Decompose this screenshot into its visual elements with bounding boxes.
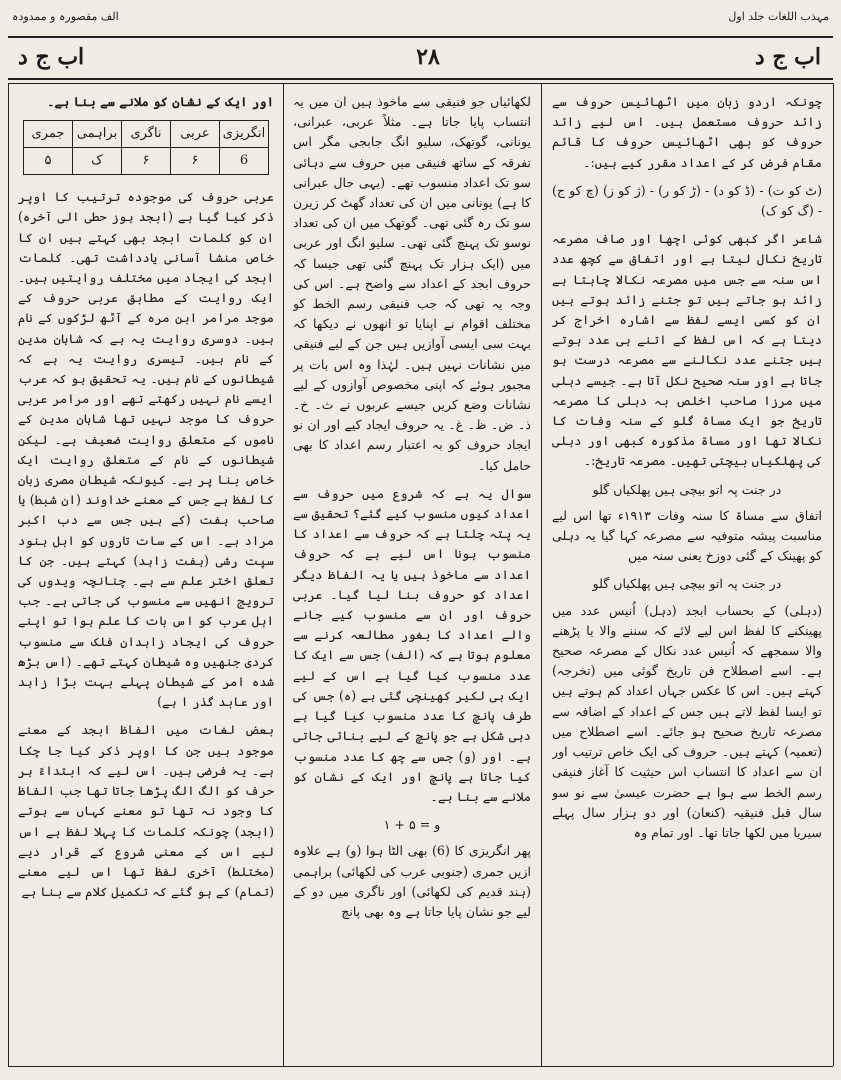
paragraph: بعض لغات میں الفاظ ابجد کے معنے موجود ہیں جن کا اوپر ذکر کیا جا چکا ہے۔ یہ فرضی ہیں۔ اس لیے کہ ابتداءً ہر حرف کو الگ الگ پڑھا جاتا تھا جب الفاظ کا وجود نہ تھا تو معنے کہاں سے ہوتے (ابجد) چونکہ کلمات کا پہلا لفظ ہے اس لیے اس کے معنی شروع کے قرار دیے (مختلط) آخری لفظ تھا اس لیے معنے (تمام) کے ہو گئے کہ تکمیل کلام سے بنا ہے (18, 722, 274, 900)
table-header-cell: براہمی (73, 121, 122, 148)
paragraph: (دہلی) کے بحساب ابجد (دہل) اُنیس عدد میں پھینکنے کا لفظ اس لیے لائے کہ سننے والا یا پڑھنے والا سمجھے کہ اُنیس عدد نکال کے مصرعہ صحیح ہے۔ اسے اصطلاح فن تاریخ گوئی میں (تخرجہ) کہتے ہیں۔ اس کا عکس جہاں اعداد کم ہوتے ہیں تو ایسا لفظ لاتے ہیں جس کے اعداد کے اضافہ سے مصرعہ تاریخ صحیح ہو جائے۔ اسے اصطلاح میں (تعمیہ) کہتے ہیں۔ حروف کی ایک خاص ترتیب اور ان سے اعداد کا انتساب اس حیثیت کا آغاز فنیقی رسم الخط سے ہوا ہے حضرت عیسیٰ سے نو سو سال قبل فنیقیہ (کنعان) اور دو ہزار سال پہلے سیریا میں لکھا جاتا تھا۔ اور تمام وہ (552, 602, 822, 840)
column-middle (293, 92, 531, 1058)
left-border (8, 83, 9, 1066)
table-header-cell: جمری (24, 121, 73, 148)
table-row (24, 148, 269, 175)
table-header-cell: ناگری (122, 121, 171, 148)
paragraph: پھر انگریزی کا (6) بھی الٹا ہوا (و) ہے علاوہ ازیں جمری (جنوبی عرب کی لکھائی) براہمی (ہند قدیم کی لکھائی) اور ناگری میں دو کے لیے جو نشان پایا جاتا ہے وہ بھی پانچ (293, 843, 531, 919)
paragraph: شاعر اگر کبھی کوئی اچھا اور صاف مصرعہ تاریخ نکال لیتا ہے اور اتفاق سے کچھ عدد اس سنہ سے جس میں مصرعہ نکالا چاہتا ہے زائد ہو جاتے ہیں تو جتنے زائد ہوتے ہیں ان کو کسی ایسے لفظ سے اشارہ اخراج کر دیتا ہے کہ اس لفظ کے اتنے ہی عدد ہوتے ہیں جتنے عدد نکالنے سے مصرعہ درست ہو جاتا ہے اور سنہ صحیح نکل آتا ہے۔ جیسے دہلی میں مرزا صاحب اخلص بہ دہلی کا مصرعہ تاریخ جو ایک مساۃ گلو کے سنہ وفات کا نکالا تھا اور مساۃ مذکورہ کبھی اور دہلی کی پھلکیاں بیچتی تھیں۔ مصرعہ تاریخ:۔ (552, 231, 822, 469)
table-cell: ک (73, 148, 122, 175)
running-head-left: الف مقصورہ و ممدودہ (12, 10, 119, 23)
table-cell: ۶ (122, 148, 171, 175)
table-cell: ۵ (24, 148, 73, 175)
numeral-table (23, 120, 269, 175)
paragraph: (ٹ کو ت) - (ڈ کو د) - (ڑ کو ر) - (ژ کو ز) (چ کو ج) - (گ کو ک) (552, 182, 822, 219)
paragraph: چونکہ اردو زبان میں اٹھائیس حروف سے زائد حروف مستعمل ہیں۔ اس لیے زائد حروف کو بھی اٹھائیس حروف کا قائم مقام فرض کر کے اعداد مقرر کیے ہیں:۔ (552, 94, 822, 170)
top-rule (8, 83, 833, 84)
running-head (0, 6, 841, 28)
verse-line: در جنت پہ اتو بیچی ہیں پھلکیاں گلو (592, 576, 782, 592)
table-header-cell: انگریزی (220, 121, 269, 148)
headword-left: اب ج د (18, 44, 85, 70)
column-rule-left (283, 83, 284, 1066)
table-header-row (24, 121, 269, 148)
verse-line: در جنت پہ اتو بیچی ہیں پھلکیاں گلو (592, 481, 782, 497)
paragraph: اور ایک کے نشان کو ملانے سے بنا ہے۔ (47, 94, 274, 109)
header-bar (8, 36, 833, 80)
running-head-right: مہذب اللغات جلد اول (728, 10, 829, 23)
paragraph: عربی حروف کی موجودہ ترتیب کا اوپر ذکر کیا گیا ہے (ابجد ہوز حطی الی آخرہ) ان کو کلمات ابجد بھی کہتے ہیں ان کا خاص منشا آسانی یادداشت تھی۔ کلمات ابجد کی ایجاد میں مختلف روایتیں ہیں۔ ایک روایت کے مطابق عربی حروف کے موجد مرامر ابن مرہ کے آٹھ لڑکوں کے نام ہیں۔ دوسری روایت یہ ہے کہ شاہان مدین کے نام ہیں۔ تیسری روایت یہ ہے کہ شیطانوں کے نام ہیں۔ یہ تحقیق ہو کہ عرب ایسے نام نہیں رکھتے تھے اور مرامر عربی حروف کا موجد نہیں تھا شاہان مدین کے ناموں کے متعلق روایت ضعیف ہے۔ لیکن شیطانوں کے نام کے متعلق روایت ایک خاص بنا پر ہے۔ کیونکہ شیطان مصری زبان کا لفظ ہے جس کے معنے خداوند (ان شبط) یا صاحب ہفت (کے ہیں جس سے دب اکبر مراد ہے۔ اس کے سات تاروں کو اہل ہنود سپت رشی (ہفت زاہد) کہتے ہیں۔ جن کا تعلق اختر علم سے ہے۔ چنانچہ ویدوں کی ترویج انھیں سے منسوب کی جاتی ہے۔ جب اہل عرب کو اس بات کا علم ہوا تو اپنے حروف کی ایجاد زاہدان فلک سے منسوب کردی جنھیں وہ شیطان کہتے تھے۔ (اس بڑھ شدہ امر کے شیطان پہلے بہت بڑا زاہد اور عابد گذر ا ہے) (18, 189, 274, 710)
paragraph: سوال یہ ہے کہ شروع میں حروف سے اعداد کیوں منسوب کیے گئے؟ تحقیق سے یہ پتہ چلتا ہے کہ حروف سے اعداد کا منسوب ہونا اس لیے ہے کہ حروف اعداد سے ماخوذ ہیں یا یہ الفاظ دیگر اعداد کو حروف بنا لیا گیا۔ عربی حروف اور ان سے منسوب کیے جانے والے اعداد کا بغور مطالعہ کرنے سے معلوم ہوتا ہے کہ (الف) جس سے ایک کا عدد منسوب کیا گیا ہے اس کے لیے ایک ہی لکیر کھینچی گئی ہے (ہ) جس کی طرف پانچ کا عدد منسوب کیا گیا ہے دہی شکل ہے جو پانچ کے لیے بنائی جاتی ہے۔ اور (و) جس سے چھ کا عدد منسوب کیا جاتا ہے پانچ اور ایک کے نشان کو ملانے سے بنا ہے۔ (293, 485, 531, 804)
column-left (18, 92, 274, 1058)
paragraph: اتفاق سے مساۃ کا سنہ وفات ۱۹۱۳ء تھا اس لیے مناسبت پیشہ متوفیہ سے مصرعہ کہا گیا یہ دہلی کو پھینک کے گئی دوزخ یعنی سنہ میں (552, 507, 822, 564)
headword-right: اب ج د (754, 44, 821, 70)
table-cell: 6 (220, 148, 269, 175)
column-right (552, 92, 822, 1058)
right-border (833, 83, 834, 1066)
bottom-rule (8, 1066, 833, 1067)
page-number: ۲۸ (416, 44, 440, 70)
table-header-cell: عربی (171, 121, 220, 148)
table-cell: ۶ (171, 148, 220, 175)
column-rule-right (541, 83, 542, 1066)
paragraph: لکھائیاں جو فنیقی سے ماخوذ ہیں ان میں یہ انتساب پایا جاتا ہے۔ مثلاً عربی، عبرانی، یونانی، گوتھک، سلیو انگ جابجی مگر اس تفرقہ کے ساتھ فنیقی میں حروف سے دہائی سو تک اعداد منسوب تھے۔ (یہی حال عبرانی کا ہے) یونانی میں ان کی تعداد گھٹ کر زیرن سو تک رہ گئی تھی۔ گوتھک میں ان کی تعداد نوسو تک پہنچ گئی تھی۔ سلیو انگ اور عربی میں (ایک ہزار تک پہنچ گئی تھی جیسا کہ حروف ابجد کے اعداد سے واضح ہے۔ اس کی وجہ یہ تھی کہ جب فنیقی رسم الخط کو مختلف اقوام نے اپنایا تو انھوں نے دیکھا کہ بہت سی ایسی آوازیں ہیں جن کے لیے فنیقی میں نشانات نہیں ہیں۔ لہٰذا وہ اس بات پر مجبور ہوئے کہ اپنی مخصوص آوازوں کے لیے نشانات وضع کریں جیسے عربوں نے ث۔ خ۔ ذ۔ ض۔ ظ۔ غ۔ یہ حروف ایجاد کیے اور ان نو ایجاد حروف کو بہ اعتبار رسم اعداد کا بھی حامل کیا۔ (293, 94, 531, 473)
formula-line: و = ۵ + ۱ (383, 817, 441, 833)
